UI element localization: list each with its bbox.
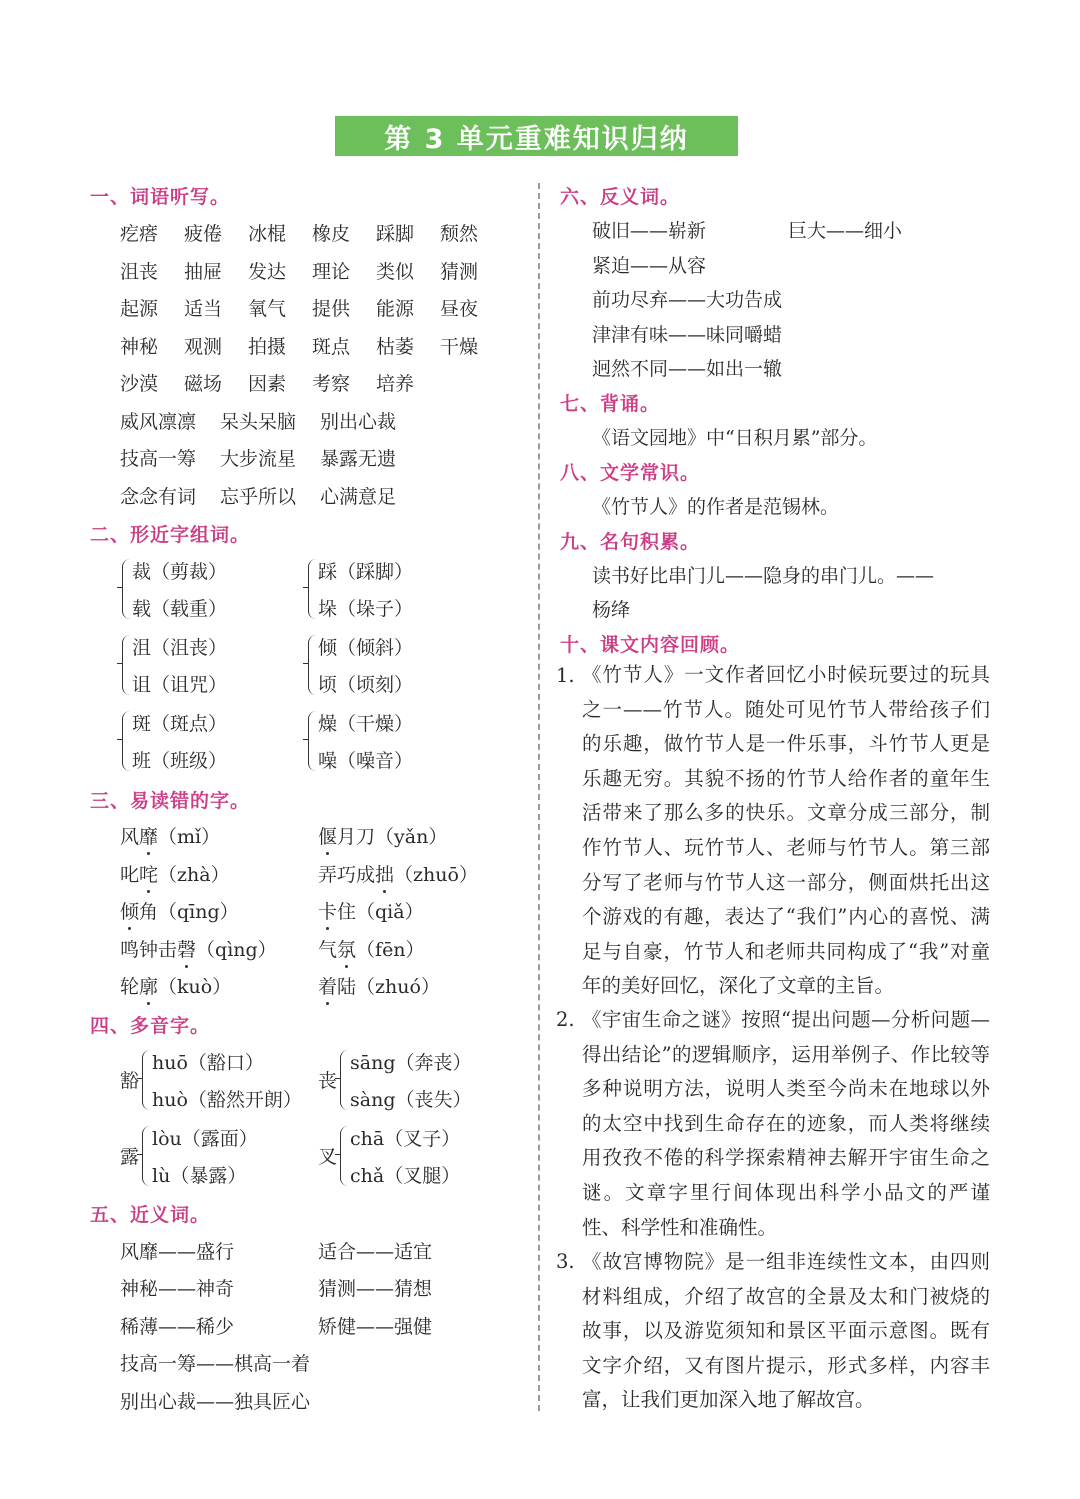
word: 磁场: [184, 373, 223, 395]
brace-icon: [142, 1050, 152, 1110]
idiom: 暴露无遗: [320, 448, 397, 470]
section-9-heading: 九、名句积累。: [560, 531, 701, 553]
antonym-pair: 紧迫——从容: [592, 255, 707, 277]
word: 昼夜: [440, 298, 479, 320]
idiom: 别出心裁: [320, 411, 397, 433]
polyphone-reading: huō（豁口）: [152, 1052, 264, 1074]
word: 观测: [184, 336, 223, 358]
polyphone-reading: sàng（丧失）: [350, 1089, 472, 1111]
similar-char: 噪（噪音）: [318, 750, 414, 772]
emphasis-dot-char: 卡: [318, 897, 337, 924]
pronunciation-item: 卡住（qiǎ）: [318, 897, 424, 924]
idiom: 呆头呆脑: [220, 411, 297, 433]
brace-icon: [122, 559, 132, 619]
emphasis-dot-char: 着: [318, 972, 337, 999]
word-row: [120, 332, 504, 359]
section-1-heading: 一、词语听写。: [90, 186, 231, 208]
emphasis-dot-char: 拙: [375, 860, 394, 887]
word: 适当: [184, 298, 223, 320]
synonym-pair: 稀薄——稀少: [120, 1316, 235, 1338]
antonym-pair: 巨大——细小: [788, 220, 903, 242]
brace-icon: [308, 559, 318, 619]
word: 橡皮: [312, 223, 351, 245]
review-paragraph: 《故宫博物院》是一组非连续性文本，由四则材料组成，介绍了故宫的全景及太和门被烧的故事，以及游览须知和景区平面示意图。既有文字介绍，又有图片提示，形式多样，内容丰富，让我们更加深入地了解故宫。: [582, 1250, 990, 1412]
emphasis-dot-char: 偃: [318, 822, 337, 849]
word: 枯萎: [376, 336, 415, 358]
polyphone-reading: chǎ（叉腿）: [350, 1165, 461, 1187]
polyphone-char: 叉: [318, 1146, 338, 1168]
synonym-pair: 技高一筹——棋高一着: [120, 1353, 311, 1375]
synonym-pair: 猜测——猜想: [318, 1278, 433, 1300]
polyphone-reading: huò（豁然开朗）: [152, 1089, 302, 1111]
word: 踩脚: [376, 223, 415, 245]
word: 发达: [248, 261, 287, 283]
item-number: 1.: [556, 664, 575, 687]
similar-char: 诅（诅咒）: [132, 674, 228, 696]
emphasis-dot-char: 磬: [177, 935, 196, 962]
word: 干燥: [440, 336, 479, 358]
emphasis-dot-char: 倾: [120, 897, 139, 924]
item-number: 3.: [556, 1250, 575, 1273]
word: 能源: [376, 298, 415, 320]
word: 起源: [120, 298, 159, 320]
word: 考察: [312, 373, 351, 395]
idiom-row: [120, 482, 420, 509]
emphasis-dot-char: 靡: [139, 822, 158, 849]
emphasis-dot-char: 氛: [337, 935, 356, 962]
word: 抽屉: [184, 261, 223, 283]
word: 沮丧: [120, 261, 159, 283]
pronunciation-item: 着陆（zhuó）: [318, 972, 440, 999]
word: 类似: [376, 261, 415, 283]
similar-char: 斑（斑点）: [132, 713, 228, 735]
pronunciation-item: 气氛（fēn）: [318, 935, 425, 962]
word: 沙漠: [120, 373, 159, 395]
pronunciation-item: 叱咤（zhà）: [120, 860, 230, 887]
emphasis-dot-char: 咤: [139, 860, 158, 887]
recitation-text: 《语文园地》中“日积月累”部分。: [592, 427, 878, 449]
polyphone-char: 露: [120, 1146, 140, 1168]
word: 氧气: [248, 298, 287, 320]
word: 冰棍: [248, 223, 287, 245]
brace-icon: [308, 635, 318, 695]
polyphone-reading: sāng（奔丧）: [350, 1052, 472, 1074]
word-row: [120, 294, 504, 321]
idiom: 威风凛凛: [120, 411, 197, 433]
polyphone-reading: lù（暴露）: [152, 1165, 247, 1187]
synonym-pair: 适合——适宜: [318, 1241, 433, 1263]
review-paragraph: 《竹节人》一文作者回忆小时候玩要过的玩具之一——竹节人。随处可见竹节人带给孩子们的乐趣，做竹节人是一件乐事，斗竹节人更是乐趣无穷。其貌不扬的竹节人给作者的童年生活带来了那么多的快乐。文章分成三部分，制作竹节人、玩竹节人、老师与竹节人。第三部分写了老师与竹节人这一部分，侧面烘托出这个游戏的有趣，表达了“我们”内心的喜悦、满足与自豪，竹节人和老师共同构成了“我”对童年的美好回忆，深化了文章的主旨。: [582, 663, 990, 998]
word: 猜测: [440, 261, 479, 283]
pronunciation-item: 倾角（qīng）: [120, 897, 239, 924]
similar-char: 顷（顷刻）: [318, 674, 414, 696]
polyphone-char: 豁: [120, 1070, 140, 1092]
similar-char: 班（班级）: [132, 750, 228, 772]
word: 培养: [376, 373, 415, 395]
word: 斑点: [312, 336, 351, 358]
similar-char: 燥（干燥）: [318, 713, 414, 735]
brace-icon: [308, 711, 318, 771]
pronunciation-item: 风靡（mǐ）: [120, 822, 220, 849]
polyphone-char: 丧: [318, 1070, 338, 1092]
word: 颓然: [440, 223, 479, 245]
antonym-pair: 破旧——崭新: [592, 220, 707, 242]
item-number: 2.: [556, 1008, 575, 1031]
similar-char: 倾（倾斜）: [318, 637, 414, 659]
emphasis-dot-char: 廓: [139, 972, 158, 999]
synonym-pair: 别出心裁——独具匠心: [120, 1391, 311, 1413]
antonym-pair: 津津有味——味同嚼蜡: [592, 324, 783, 346]
word: 疙瘩: [120, 223, 159, 245]
brace-icon: [142, 1126, 152, 1186]
section-6-heading: 六、反义词。: [560, 186, 681, 208]
idiom-row: [120, 407, 420, 434]
pronunciation-item: 偃月刀（yǎn）: [318, 822, 447, 849]
similar-char: 垛（垛子）: [318, 598, 414, 620]
idiom: 大步流星: [220, 448, 297, 470]
word: 神秘: [120, 336, 159, 358]
synonym-pair: 矫健——强健: [318, 1316, 433, 1338]
polyphone-reading: chā（叉子）: [350, 1128, 461, 1150]
pronunciation-item: 鸣钟击磬（qìng）: [120, 935, 277, 962]
pronunciation-item: 轮廓（kuò）: [120, 972, 231, 999]
word-row: [120, 369, 440, 396]
brace-icon: [340, 1050, 350, 1110]
page-title: 第 3 单元重难知识归纳: [335, 116, 738, 156]
section-3-heading: 三、易读错的字。: [90, 790, 251, 812]
brace-icon: [340, 1126, 350, 1186]
antonym-pair: 前功尽弃——大功告成: [592, 289, 783, 311]
word-row: [120, 219, 504, 246]
literature-fact: 《竹节人》的作者是范锡林。: [592, 496, 840, 518]
word: 理论: [312, 261, 351, 283]
section-8-heading: 八、文学常识。: [560, 462, 701, 484]
word: 疲倦: [184, 223, 223, 245]
idiom: 念念有词: [120, 486, 197, 508]
column-divider: [538, 183, 540, 1411]
idiom: 忘乎所以: [220, 486, 297, 508]
quote-line: 读书好比串门儿——隐身的串门儿。——: [592, 565, 935, 587]
similar-char: 踩（踩脚）: [318, 561, 414, 583]
pronunciation-item: 弄巧成拙（zhuō）: [318, 860, 478, 887]
brace-icon: [122, 635, 132, 695]
section-4-heading: 四、多音字。: [90, 1015, 211, 1037]
synonym-pair: 风靡——盛行: [120, 1241, 235, 1263]
similar-char: 沮（沮丧）: [132, 637, 228, 659]
section-10-heading: 十、课文内容回顾。: [560, 634, 741, 656]
antonym-pair: 迥然不同——如出一辙: [592, 358, 783, 380]
idiom-row: [120, 444, 420, 471]
review-paragraph: 《宇宙生命之谜》按照“提出问题—分析问题—得出结论”的逻辑顺序，运用举例子、作比较等多种说明方法，说明人类至今尚未在地球以外的太空中找到生命存在的迹象，而人类将继续用孜孜不倦的科学探索精神去解开宇宙生命之谜。文章字里行间体现出科学小品文的严谨性、科学性和准确性。: [582, 1008, 990, 1239]
section-5-heading: 五、近义词。: [90, 1204, 211, 1226]
polyphone-reading: lòu（露面）: [152, 1128, 258, 1150]
idiom: 技高一筹: [120, 448, 197, 470]
similar-char: 载（载重）: [132, 598, 228, 620]
section-7-heading: 七、背诵。: [560, 393, 661, 415]
section-2-heading: 二、形近字组词。: [90, 524, 251, 546]
word: 拍摄: [248, 336, 287, 358]
synonym-pair: 神秘——神奇: [120, 1278, 235, 1300]
word: 提供: [312, 298, 351, 320]
quote-author: 杨绛: [592, 599, 631, 621]
word-row: [120, 257, 504, 284]
similar-char: 裁（剪裁）: [132, 561, 228, 583]
idiom: 心满意足: [320, 486, 397, 508]
word: 因素: [248, 373, 287, 395]
brace-icon: [122, 711, 132, 771]
